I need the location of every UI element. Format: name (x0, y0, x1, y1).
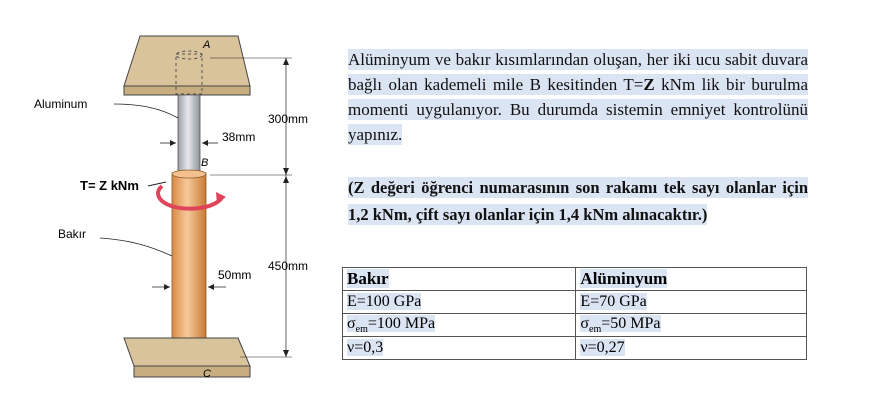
copper-shaft (172, 173, 206, 353)
dia-bottom: 50mm (218, 268, 252, 282)
label-b: B (201, 157, 209, 169)
dia-top: 38mm (222, 130, 256, 144)
aluminum-label: Aluminum (34, 97, 88, 111)
torque-label: T= Z kNm (80, 178, 139, 193)
material-properties-table (342, 267, 807, 360)
label-a: A (203, 39, 211, 51)
copper-label: Bakır (58, 227, 87, 241)
top-wall (124, 36, 250, 86)
problem-paragraph-2: (Z değeri öğrenci numarasının son rakamı tek sayı olanlar için 1,2 kNm, çift sayı olanlar için 1,4 kNm alınacaktır.) (348, 178, 808, 224)
table-row: $\sigma_{em}=100$ MPa $\sigma_{em}=50$ MPa (343, 314, 807, 337)
table-header: Alüminyum (576, 268, 807, 291)
table-row: E=100 GPa E=70 GPa (343, 291, 807, 314)
len-top: 300mm (268, 112, 309, 126)
shaft-figure (0, 0, 340, 411)
table-row: ν=0,3 ν=0,27 (343, 337, 807, 360)
bottom-wall (124, 338, 250, 366)
table-header-row (343, 268, 807, 291)
problem-paragraph-1: Alüminyum ve bakır kısımlarından oluşan, her iki ucu sabit duvara bağlı olan kademeli mile B kesitinden T=Z kNm lik bir burulma momenti uygulanıyor. Bu durumda sistemin emniyet kontrolünü yapınız. (348, 50, 809, 144)
table-header: Bakır (343, 268, 576, 291)
len-bottom: 450mm (268, 259, 309, 273)
aluminum-shaft (178, 95, 200, 175)
label-c: C (203, 368, 211, 380)
